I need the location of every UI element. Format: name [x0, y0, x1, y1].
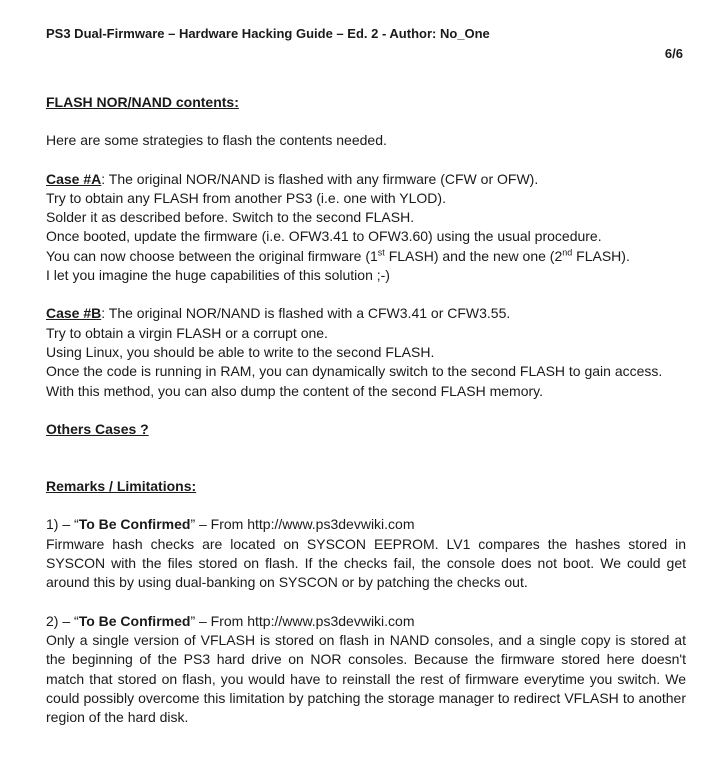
case-b-line: Using Linux, you should be able to write to the second FLASH.: [46, 343, 435, 360]
case-a-line: Once booted, update the firmware (i.e. OFW3.41 to OFW3.60) using the usual procedure.: [46, 228, 602, 245]
case-b-line: Case #B: The original NOR/NAND is flashed with a CFW3.41 or CFW3.55.: [46, 305, 511, 322]
remark-2-title: 2) – “To Be Confirmed” – From http://www.ps3devwiki.com: [46, 612, 415, 629]
case-a-choose-line: You can now choose between the original firmware (1st FLASH) and the new one (2nd FLASH).: [46, 247, 630, 264]
case-a-line: Try to obtain any FLASH from another PS3 (i.e. one with YLOD).: [46, 189, 446, 206]
section-heading-remarks: Remarks / Limitations:: [46, 478, 197, 495]
case-a-label: Case #A: [46, 170, 102, 187]
intro-text: Here are some strategies to flash the contents needed.: [46, 132, 387, 149]
case-b-line: Once the code is running in RAM, you can dynamically switch to the second FLASH to gain access.: [46, 363, 663, 380]
case-a-line: I let you imagine the huge capabilities of this solution ;-): [46, 267, 390, 284]
remark-1-text: Firmware hash checks are located on SYSCON EEPROM. LV1 compares the hashes stored in SYSCON with the files stored on flash. If the checks fail, the console does not boot. We could get around this by using dual-banking on SYSCON or by patching the checks out.: [46, 535, 686, 591]
case-a-line: Solder it as described before. Switch to the second FLASH.: [46, 209, 415, 226]
case-b-line: With this method, you can also dump the content of the second FLASH memory.: [46, 382, 543, 399]
section-heading-flash: FLASH NOR/NAND contents:: [46, 94, 239, 110]
section-heading-others: Others Cases ?: [46, 420, 149, 437]
case-b-line: Try to obtain a virgin FLASH or a corrupt one.: [46, 324, 328, 341]
document-body: [46, 93, 686, 727]
page-number: 6/6: [664, 46, 683, 61]
case-a-line: Case #A: The original NOR/NAND is flashed with any firmware (CFW or OFW).: [46, 170, 539, 187]
remark-2-text: Only a single version of VFLASH is stored on flash in NAND consoles, and a single copy is stored at the beginning of the PS3 hard drive on NOR consoles. Because the firmware stored here doesn't match that stored on flash, you would have to reinstall the rest of firmware everytime you switch. We could possibly overcome this limitation by patching the storage manager to redirect VFLASH to another region of the hard disk.: [46, 631, 686, 726]
document-header-title: PS3 Dual-Firmware – Hardware Hacking Guide – Ed. 2 - Author: No_One: [46, 26, 490, 41]
case-b-label: Case #B: [46, 305, 102, 322]
remark-1-title: 1) – “To Be Confirmed” – From http://www.ps3devwiki.com: [46, 516, 415, 533]
